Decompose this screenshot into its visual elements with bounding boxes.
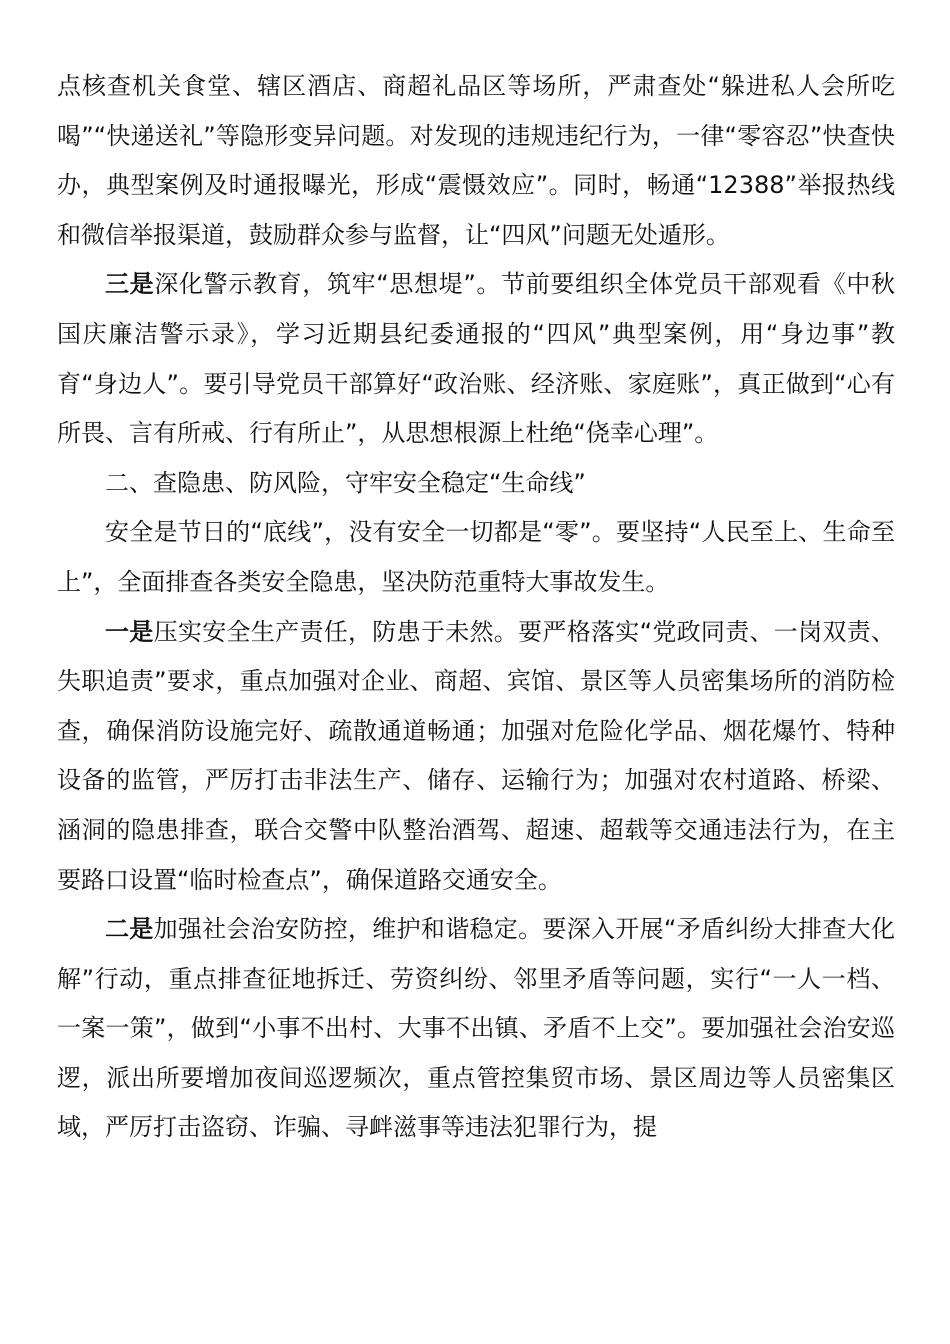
section-heading-text: 二、查隐患、防风险，守牢安全稳定“生命线” <box>105 468 586 497</box>
paragraph-point-one <box>57 608 895 906</box>
paragraph-lead: 一是 <box>105 617 154 646</box>
paragraph-point-three <box>57 260 895 458</box>
paragraph-lead: 二是 <box>105 915 154 944</box>
paragraph-text: 压实安全生产责任，防患于未然。要严格落实“党政同责、一岗双责、失职追责”要求，重点加强对企业、商超、宾馆、景区等人员密集场所的消防检查，确保消防设施完好、疏散通道畅通；加强对危险化学品、烟花爆竹、特种设备的监管，严厉打击非法生产、储存、运输行为；加强对农村道路、桥梁、涵洞的隐患排查，联合交警中队整治酒驾、超速、超载等交通违法行为，在主要路口设置“临时检查点”，确保道路交通安全。 <box>57 617 896 894</box>
paragraph-text: 加强社会治安防控，维护和谐稳定。要深入开展“矛盾纠纷大排查大化解”行动，重点排查征地拆迁、劳资纠纷、邻里矛盾等问题，实行“一人一档、一案一策”，做到“小事不出村、大事不出镇、矛盾不上交”。要加强社会治安巡逻，派出所要增加夜间巡逻频次，重点管控集贸市场、景区周边等人员密集区域，严厉打击盗窃、诈骗、寻衅滋事等违法犯罪行为，提 <box>57 915 896 1142</box>
paragraph-intro <box>57 508 895 607</box>
paragraph-point-two <box>57 905 895 1153</box>
paragraph-text: 安全是节日的“底线”，没有安全一切都是“零”。要坚持“人民至上、生命至上”，全面排查各类安全隐患，坚决防范重特大事故发生。 <box>57 518 895 596</box>
paragraph-text: 深化警示教育，筑牢“思想堤”。节前要组织全体党员干部观看《中秋国庆廉洁警示录》，学习近期县纪委通报的“四风”典型案例，用“身边事”教育“身边人”。要引导党员干部算好“政治账、经济账、家庭账”，真正做到“心有所畏、言有所戒、行有所止”，从思想根源上杜绝“侥幸心理”。 <box>57 270 895 448</box>
paragraph-text: 点核查机关食堂、辖区酒店、商超礼品区等场所，严肃查处“躲进私人会所吃喝”“快递送礼”等隐形变异问题。对发现的违规违纪行为，一律“零容忍”快查快办，典型案例及时通报曝光，形成“震慑效应”。同时，畅通“12388”举报热线和微信举报渠道，鼓励群众参与监督，让“四风”问题无处遁形。 <box>57 72 895 249</box>
document-page <box>57 62 895 1153</box>
section-heading <box>57 459 895 509</box>
paragraph-continuation <box>57 62 895 260</box>
paragraph-lead: 三是 <box>105 270 155 299</box>
